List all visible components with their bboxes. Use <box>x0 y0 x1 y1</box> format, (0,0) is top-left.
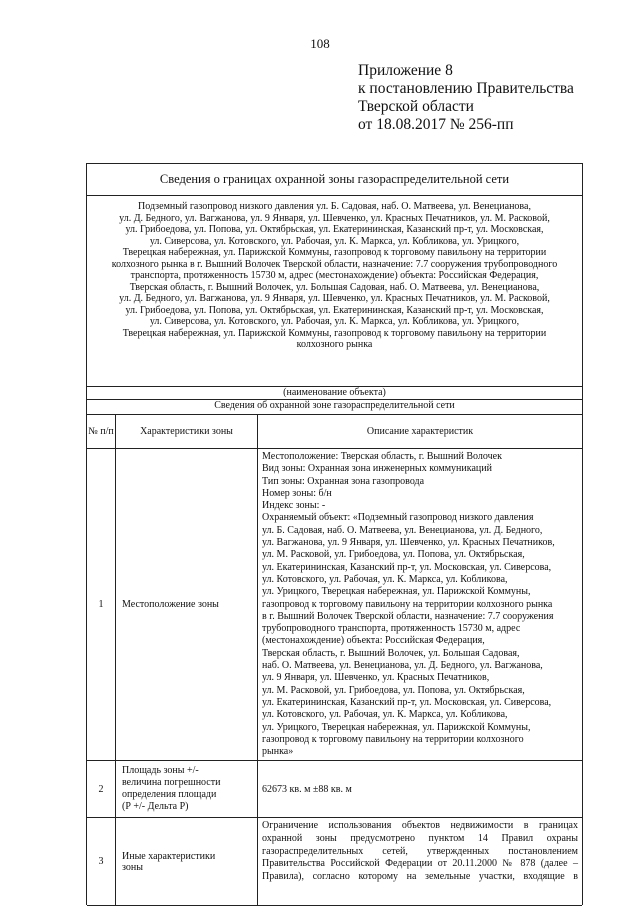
table-header-row <box>87 415 582 449</box>
description-line: рынка» <box>262 746 294 758</box>
description-line: ул. Б. Садовая, наб. О. Матвеева, ул. Венецианова, ул. Д. Бедного, <box>262 524 543 536</box>
header-description: Описание характеристик <box>258 415 583 449</box>
object-name <box>87 196 582 386</box>
row-characteristic <box>116 761 258 818</box>
characteristic-line: Иные характеристики <box>122 850 216 862</box>
description-line: ул. Котовского, ул. Рабочая, ул. К. Маркса, ул. Кобликова, <box>262 573 508 585</box>
characteristic-line: величина погрешности <box>122 777 221 789</box>
appendix-line: Тверской области <box>358 98 474 115</box>
description-line: Правила), согласно которому на земельные участки, входящие в <box>262 870 578 882</box>
description-line: ул. Урицкого, Тверецкая набережная, ул. Парижской Коммуны, <box>262 721 531 733</box>
object-line: ул. Сиверсова, ул. Котовского, ул. Рабочая, ул. К. Маркса, ул. Кобликова, ул. Урицкого, <box>149 235 520 247</box>
characteristic-line: Площадь зоны +/- <box>122 765 199 777</box>
description-line: Номер зоны: б/н <box>262 487 332 499</box>
object-line: ул. Грибоедова, ул. Попова, ул. Октябрьская, ул. Екатерининская, Казанский пр-т, ул. Московская, <box>125 224 544 235</box>
table-row <box>87 449 582 761</box>
row-description <box>258 449 583 761</box>
object-caption: (наименование объекта) <box>87 386 582 400</box>
description-line: трубопроводного транспорта, протяженность 15730 м, адрес <box>262 623 521 635</box>
description-line: ул. М. Расковой, ул. Грибоедова, ул. Попова, ул. Октябрьская, <box>262 549 525 561</box>
description-line: газопровод к торговому павильону на территории колхозного <box>262 733 524 745</box>
table-row <box>87 761 582 818</box>
appendix-header <box>358 62 574 134</box>
appendix-line: от 18.08.2017 № 256-пп <box>358 116 514 133</box>
description-line: охранной зоны предусмотрено пунктом 14 Правил охраны <box>262 833 578 845</box>
description-line: ул. М. Расковой, ул. Грибоедова, ул. Попова, ул. Октябрьская, <box>262 684 525 696</box>
description-line: наб. О. Матвеева, ул. Венецианова, ул. Д. Бедного, ул. Вагжанова, <box>262 660 543 672</box>
object-line: ул. Сиверсова, ул. Котовского, ул. Рабочая, ул. К. Маркса, ул. Кобликова, ул. Урицкого, <box>149 316 520 327</box>
object-line: ул. Д. Бедного, ул. Вагжанова, ул. 9 Января, ул. Шевченко, ул. Красных Печатников, ул. М. Расковой, <box>119 293 550 304</box>
object-line: колхозного рынка <box>296 339 373 350</box>
row-characteristic: Местоположение зоны <box>116 449 258 761</box>
description-line: газораспределительных сетей, утвержденных постановлением <box>262 845 578 857</box>
description-line: газопровод к торговому павильону на территории колхозного рынка <box>262 598 553 610</box>
zone-info-frame <box>86 163 583 905</box>
object-line: ул. Грибоедова, ул. Попова, ул. Октябрьская, ул. Екатерининская, Казанский пр-т, ул. Московская, <box>125 304 544 316</box>
description-line: ул. Екатерининская, Казанский пр-т, ул. Московская, ул. Сиверсова, <box>262 696 552 708</box>
object-line: колхозного рынка в г. Вышний Волочек Тверской области, назначение: 7.7 сооружения трубопроводного <box>111 258 558 270</box>
object-line: Тверецкая набережная, ул. Парижской Коммуны, газопровод к торговому павильону на территории <box>122 327 547 339</box>
object-line: Тверецкая набережная, ул. Парижской Коммуны, газопровод к торговому павильону на территории <box>122 247 547 258</box>
object-line: Подземный газопровод низкого давления ул. Б. Садовая, наб. О. Матвеева, ул. Венецианова, <box>138 201 531 212</box>
zone-characteristics-table <box>87 415 582 906</box>
description-line: ул. 9 Января, ул. Шевченко, ул. Красных Печатников, <box>262 672 490 684</box>
header-characteristic: Характеристики зоны <box>116 415 258 449</box>
description-line: ул. Екатерининская, Казанский пр-т, ул. Московская, ул. Сиверсова, <box>262 561 552 573</box>
description-line: Ограничение использования объектов недвижимости в границах <box>262 820 578 832</box>
zone-section-title: Сведения об охранной зоне газораспределительной сети <box>87 400 582 415</box>
document-title: Сведения о границах охранной зоны газораспределительной сети <box>87 164 582 196</box>
description-line: (местонахождение) объекта: Российская Федерация, <box>262 635 485 647</box>
characteristic-line: (Р +/- Дельта Р) <box>122 801 189 813</box>
description-line: в г. Вышний Волочек Тверской области, назначение: 7.7 сооружения <box>262 610 554 622</box>
appendix-line: к постановлению Правительства <box>358 80 574 97</box>
description-line: ул. Котовского, ул. Рабочая, ул. К. Маркса, ул. Кобликова, <box>262 709 508 721</box>
description-line: Охраняемый объект: «Подземный газопровод низкого давления <box>262 512 534 524</box>
appendix-line: Приложение 8 <box>358 62 453 79</box>
row-description: 62673 кв. м ±88 кв. м <box>258 761 583 818</box>
description-line: Тверская область, г. Вышний Волочек, ул. Большая Садовая, <box>262 647 520 659</box>
object-line: Тверская область, г. Вышний Волочек, ул. Большая Садовая, наб. О. Матвеева, ул. Венецианова, <box>129 281 540 293</box>
header-num: № п/п <box>87 415 116 449</box>
description-line: ул. Вагжанова, ул. 9 Января, ул. Шевченко, ул. Красных Печатников, <box>262 537 555 549</box>
row-description <box>258 818 583 906</box>
description-line: Вид зоны: Охранная зона инженерных коммуникаций <box>262 463 492 475</box>
row-num: 2 <box>87 761 116 818</box>
table-row <box>87 818 582 906</box>
description-line: Тип зоны: Охранная зона газопровода <box>262 475 425 487</box>
object-line: ул. Д. Бедного, ул. Вагжанова, ул. 9 Января, ул. Шевченко, ул. Красных Печатников, ул. М. Расковой, <box>119 212 550 224</box>
row-num: 3 <box>87 818 116 906</box>
page-number: 108 <box>310 36 330 51</box>
description-line: Местоположение: Тверская область, г. Вышний Волочек <box>262 451 502 462</box>
characteristic-line: зоны <box>122 861 143 873</box>
description-line: Правительства Российской Федерации от 20.11.2000 № 878 (далее – <box>262 858 578 870</box>
description-line: ул. Урицкого, Тверецкая набережная, ул. Парижской Коммуны, <box>262 586 531 598</box>
characteristic-line: определения площади <box>122 789 217 801</box>
description-line: Индекс зоны: - <box>262 500 326 512</box>
row-num: 1 <box>87 449 116 761</box>
object-line: транспорта, протяженность 15730 м, адрес (местонахождение) объекта: Российская Федерация, <box>130 270 539 281</box>
row-characteristic <box>116 818 258 906</box>
